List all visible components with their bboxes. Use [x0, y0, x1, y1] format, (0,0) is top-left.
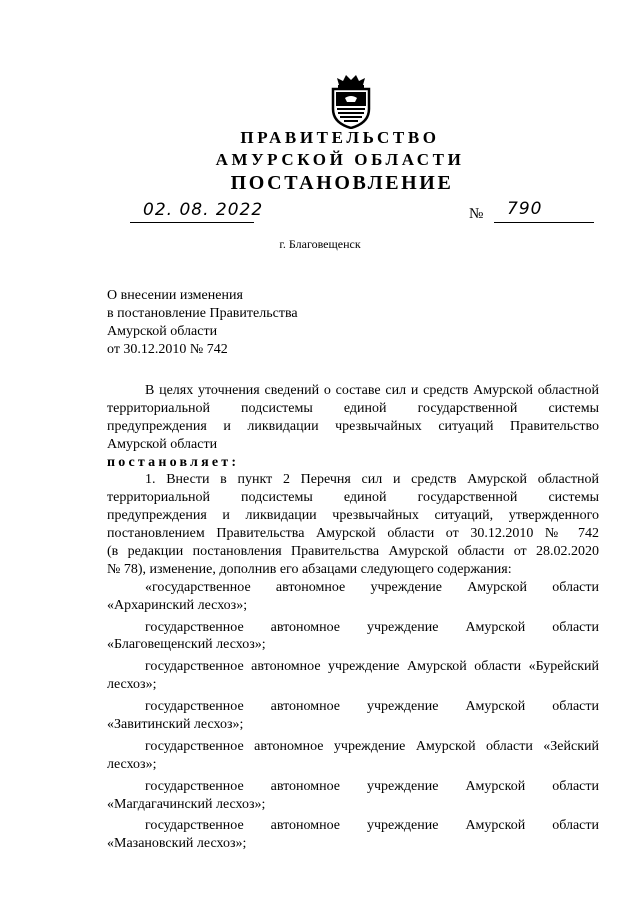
item1-line: территориальной подсистемы единой государственной системы [107, 490, 599, 506]
entry-continuation: «Благовещенский лесхоз»; [107, 637, 266, 653]
intro-line: В целях уточнения сведений о составе сил и средств Амурской областной [145, 383, 599, 398]
item1-line: 1. Внести в пункт 2 Перечня сил и средств Амурской областной [145, 472, 599, 488]
intro-line: предупреждения и ликвидации чрезвычайных ситуаций Правительство [107, 418, 599, 434]
item1-line: постановлением Правительства Амурской области от 30.12.2010 № 742 [107, 526, 599, 542]
entry-continuation: «Завитинский лесхоз»; [107, 717, 244, 733]
document-body [107, 382, 599, 853]
entry-line: государственное автономное учреждение Амурской области «Зейский [145, 738, 599, 754]
entry-line: государственное автономное учреждение Амурской области [145, 818, 599, 834]
entry-line: государственное автономное учреждение Амурской области [145, 619, 599, 635]
entry-line: государственное автономное учреждение Амурской области [145, 699, 599, 715]
subject-line: в постановление Правительства [107, 306, 298, 321]
entry-line: государственное автономное учреждение Амурской области [145, 778, 599, 794]
city-name: г. Благовещенск [279, 237, 361, 251]
item1-line: предупреждения и ликвидации чрезвычайных ситуаций, утвержденного [107, 508, 599, 524]
subject-line: от 30.12.2010 № 742 [107, 342, 228, 357]
entry-continuation: «Мазановский лесхоз»; [107, 836, 247, 852]
document-number: 790 [507, 199, 543, 219]
entry-continuation: лесхоз»; [107, 677, 157, 693]
entry-continuation: «Архаринский лесхоз»; [107, 597, 248, 613]
decree-word: постановляет: [107, 454, 240, 470]
entry-line: государственное автономное учреждение Амурской области «Бурейский [145, 659, 599, 675]
subject-line: О внесении изменения [107, 288, 243, 303]
entry-continuation: «Магдагачинский лесхоз»; [107, 796, 266, 812]
item1-line: № 78), изменение, дополнив его абзацами следующего содержания: [107, 561, 512, 577]
document-type-title: ПОСТАНОВЛЕНИЕ [230, 172, 454, 194]
date-underline [130, 222, 254, 223]
region-title: АМУРСКОЙ ОБЛАСТИ [215, 150, 465, 169]
intro-line: Амурской области [107, 436, 218, 452]
government-title: ПРАВИТЕЛЬСТВО [240, 128, 440, 147]
number-underline [494, 222, 594, 223]
intro-line: территориальной подсистемы единой государственной системы [107, 400, 599, 416]
amur-region-emblem [329, 73, 373, 129]
document-date: 02. 08. 2022 [143, 200, 264, 220]
document-subject [107, 287, 298, 359]
number-label: № [469, 206, 484, 222]
entry-continuation: лесхоз»; [107, 756, 157, 772]
subject-line: Амурской области [107, 324, 218, 339]
entry-line: «государственное автономное учреждение Амурской области [145, 579, 599, 595]
item1-line: (в редакции постановления Правительства Амурской области от 28.02.2020 [107, 544, 599, 560]
